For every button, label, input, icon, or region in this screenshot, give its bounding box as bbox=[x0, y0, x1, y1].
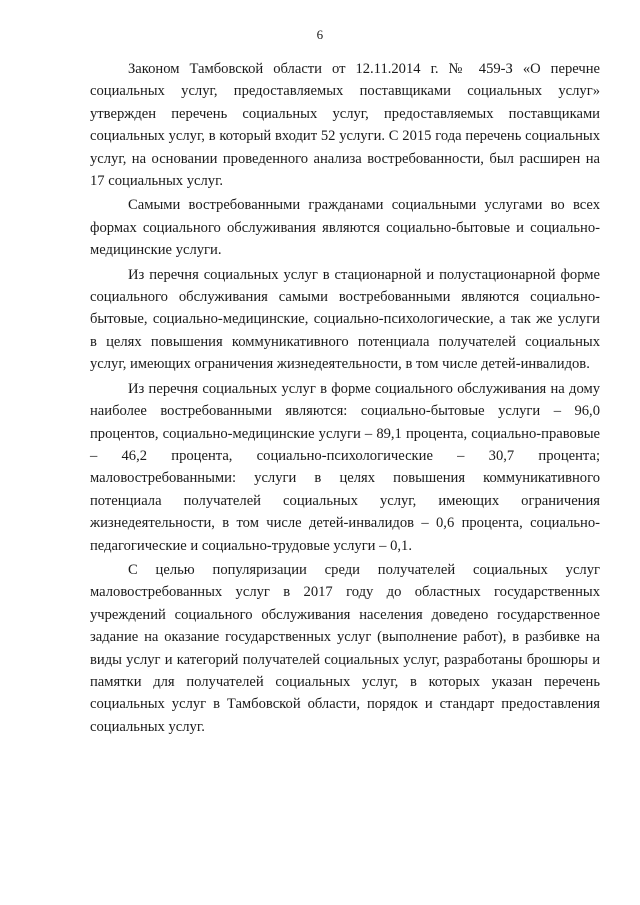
paragraph-stationary-services: Из перечня социальных услуг в стационарной и полустационарной форме социального обслуживания самыми востребованными являются социально-бытовые, социально-медицинские, социально-психологические, а так же услуги в целях повышения коммуникативного потенциала получателей социальных услуг, имеющих ограничения жизнедеятельности, в том числе детей-инвалидов. bbox=[90, 266, 600, 373]
paragraph-most-demanded-services: Самыми востребованными гражданами социальными услугами во всех формах социального обслуживания являются социально-бытовые и социально-медицинские услуги. bbox=[90, 197, 600, 259]
paragraph-home-services-statistics: Из перечня социальных услуг в форме социального обслуживания на дому наиболее востребованными являются: социально-бытовые услуги – 96,0 процентов, социально-медицинские услуги – 89,1 процента, социально-правовые – 46,2 процента, социально-психологические – 30,7 процента; маловостребованными: услуги в целях повышения коммуникативного потенциала получателей социальных услуг, имеющих ограничения жизнедеятельности, в том числе детей-инвалидов – 0,6 процента, социально-педагогические и социально-трудовые услуги – 0,1. bbox=[90, 380, 600, 554]
document-body bbox=[90, 58, 600, 740]
paragraph-law-decree: Законом Тамбовской области от 12.11.2014 г. № 459-З «О перечне социальных услуг, предоставляемых поставщиками социальных услуг» утвержден перечень социальных услуг, предоставляемых поставщиками социальных услуг, в который входит 52 услуги. С 2015 года перечень социальных услуг, на основании проведенного анализа востребованности, был расширен на 17 социальных услуг. bbox=[90, 61, 600, 190]
paragraph-popularization-measures: С целью популяризации среди получателей социальных услуг маловостребованных услуг в 2017 году до областных государственных учреждений социального обслуживания населения доведено государственное задание на оказание государственных услуг (выполнение работ), в разбивке на виды услуг и категорий получателей социальных услуг, разработаны брошюры и памятки для получателей социальных услуг, в которых указан перечень социальных услуг в Тамбовской области, порядок и стандарт предоставления социальных услуг. bbox=[90, 561, 600, 735]
page-number: 6 bbox=[316, 27, 324, 42]
